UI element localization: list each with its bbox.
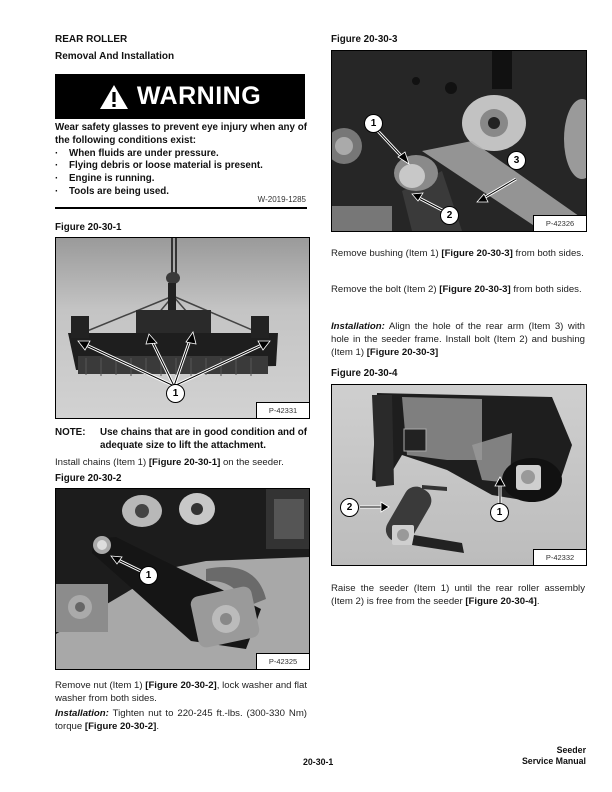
figure-label: Figure 20-30-1	[55, 222, 122, 233]
warning-bullet: · Engine is running.	[55, 173, 155, 185]
subsection-title: Removal And Installation	[55, 51, 175, 62]
figure-ref: [Figure 20-30-3]	[366, 347, 439, 358]
callout-3: 3	[507, 151, 526, 170]
step-raise-seeder: Raise the seeder (Item 1) until the rear roller assembly (Item 2) is free from the seeder [Figure 20-30-4].	[331, 583, 585, 607]
warning-bullet: · When fluids are under pressure.	[55, 147, 219, 159]
photo-code: P-42325	[256, 653, 309, 669]
note-prefix: NOTE:	[55, 427, 86, 438]
figure-photo-nut-removal	[55, 488, 310, 670]
note-text: Use chains that are in good condition and of adequate size to lift the attachment.	[100, 427, 307, 451]
installation-label: Installation:	[55, 708, 109, 719]
figure-photo-roller-lifted	[55, 237, 310, 419]
figure-ref: [Figure 20-30-3]	[439, 284, 511, 295]
warning-bullet: · Tools are being used.	[55, 185, 169, 197]
bushing-illustration	[332, 51, 586, 231]
section-title: REAR ROLLER	[55, 34, 128, 45]
step-installation-torque: Installation: Tighten nut to 220-245 ft.-lbs. (300-330 Nm) torque [Figure 20-30-2].	[55, 708, 307, 732]
step-installation-align: Installation: Align the hole of the rear arm (Item 3) with hole in the seeder frame. Install bolt (Item 2) and bushing (Item 1) [Figure 20-30-3]	[331, 321, 585, 358]
figure-ref: [Figure 20-30-4]	[465, 596, 537, 607]
warning-body	[55, 122, 307, 199]
callout-2: 2	[440, 206, 459, 225]
seeder-illustration	[332, 385, 586, 565]
callout-1: 1	[490, 503, 509, 522]
warning-bullet: · Flying debris or loose material is present.	[55, 160, 263, 172]
warning-label: WARNING	[136, 82, 262, 110]
figure-photo-bushing-bolt	[331, 50, 587, 232]
manual-title: Seeder Service Manual	[521, 745, 586, 766]
callout-1: 1	[364, 114, 383, 133]
warning-triangle-icon	[99, 84, 129, 110]
step-install-chains: Install chains (Item 1) [Figure 20-30-1] on the seeder.	[55, 457, 284, 468]
warning-code: W-2019-1285	[257, 195, 306, 204]
page-number: 20-30-1	[303, 757, 334, 767]
step-remove-bolt: Remove the bolt (Item 2) [Figure 20-30-3] from both sides.	[331, 284, 582, 295]
note	[55, 426, 307, 452]
photo-code: P-42331	[256, 402, 309, 418]
step-remove-nut: Remove nut (Item 1) [Figure 20-30-2], lock washer and flat washer from both sides.	[55, 680, 307, 704]
callout-2: 2	[340, 498, 359, 517]
figure-label: Figure 20-30-4	[331, 368, 398, 379]
figure-ref: [Figure 20-30-2]	[84, 721, 157, 732]
warning-intro: Wear safety glasses to prevent eye injury when any of the following conditions exist:	[55, 122, 307, 146]
figure-label: Figure 20-30-2	[55, 473, 122, 484]
step-remove-bushing: Remove bushing (Item 1) [Figure 20-30-3] from both sides.	[331, 248, 584, 259]
figure-photo-roller-removed	[331, 384, 587, 566]
figure-label: Figure 20-30-3	[331, 34, 398, 45]
callout-1: 1	[139, 566, 158, 585]
photo-code: P-42326	[533, 215, 586, 231]
installation-label: Installation:	[331, 321, 385, 332]
figure-ref: [Figure 20-30-1]	[148, 457, 221, 468]
callout-1: 1	[166, 384, 185, 403]
figure-ref: [Figure 20-30-3]	[441, 248, 513, 259]
divider	[55, 207, 307, 209]
photo-code: P-42332	[533, 549, 586, 565]
warning-banner	[55, 74, 305, 119]
arm-illustration	[56, 489, 309, 669]
figure-ref: [Figure 20-30-2]	[145, 680, 217, 691]
